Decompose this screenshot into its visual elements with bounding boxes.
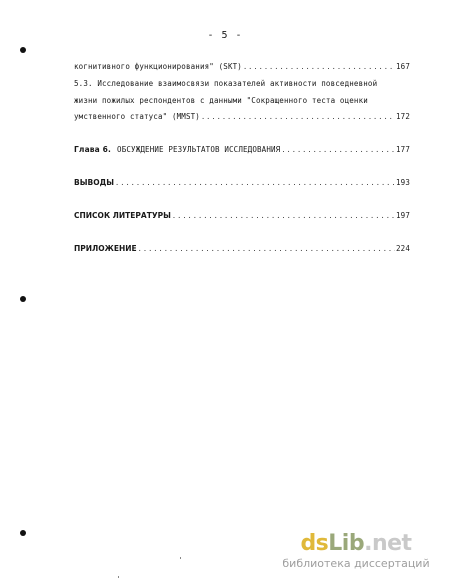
punch-hole-bottom: [20, 530, 26, 536]
toc-leader-dots: [243, 63, 395, 71]
dslib-logo: [276, 532, 436, 556]
logo-ds: ds: [300, 531, 329, 556]
toc-entry-skt: [74, 62, 410, 71]
toc-entry-page: 172: [396, 112, 410, 121]
toc-entry-5-3-line2: [74, 96, 410, 105]
punch-hole-top: [20, 47, 26, 53]
toc-entry-page: 167: [396, 62, 410, 71]
punch-hole-middle: [20, 296, 26, 302]
toc-entry-page: 177: [396, 145, 410, 154]
logo-net: .net: [364, 531, 412, 556]
toc-entry-title: ПРИЛОЖЕНИЕ: [74, 244, 137, 253]
page-number: - 5 -: [207, 30, 243, 41]
toc-entry-5-3-line1: [74, 79, 410, 88]
toc-entry-title: умственного статуса" (MMST): [74, 112, 200, 121]
toc-entry-title: когнитивного функционирования" (SKT): [74, 62, 242, 71]
toc-leader-dots: [138, 245, 395, 253]
toc-entry-chapter-6: [74, 145, 410, 154]
toc-entry-conclusions: [74, 178, 410, 187]
toc-entry-title: ОБСУЖДЕНИЕ РЕЗУЛЬТАТОВ ИССЛЕДОВАНИЯ: [117, 145, 281, 154]
toc-entry-title: 5.3. Исследование взаимосвязи показателей активности повседневной: [74, 79, 378, 88]
toc-leader-dots: [172, 212, 395, 220]
toc-leader-dots: [201, 113, 395, 121]
toc-entry-5-3-line3: [74, 112, 410, 121]
toc-entry-references: [74, 211, 410, 220]
scan-speck: [180, 557, 181, 559]
toc-entry-page: 224: [396, 244, 410, 253]
dslib-watermark: [276, 532, 436, 570]
toc-entry-appendix: [74, 244, 410, 253]
toc-entry-title: СПИСОК ЛИТЕРАТУРЫ: [74, 211, 171, 220]
chapter-label: Глава 6.: [74, 145, 112, 154]
toc-entry-page: 197: [396, 211, 410, 220]
toc-entry-title: жизни пожилых респондентов с данными "Сокращенного теста оценки: [74, 96, 368, 105]
scan-speck: [118, 576, 119, 578]
toc-entry-title: ВЫВОДЫ: [74, 178, 115, 187]
watermark-subtitle: библиотека диссертаций: [282, 557, 430, 570]
logo-lib: Lib: [328, 531, 365, 556]
toc-entry-page: 193: [396, 178, 410, 187]
toc-leader-dots: [281, 146, 395, 154]
toc-leader-dots: [115, 179, 395, 187]
